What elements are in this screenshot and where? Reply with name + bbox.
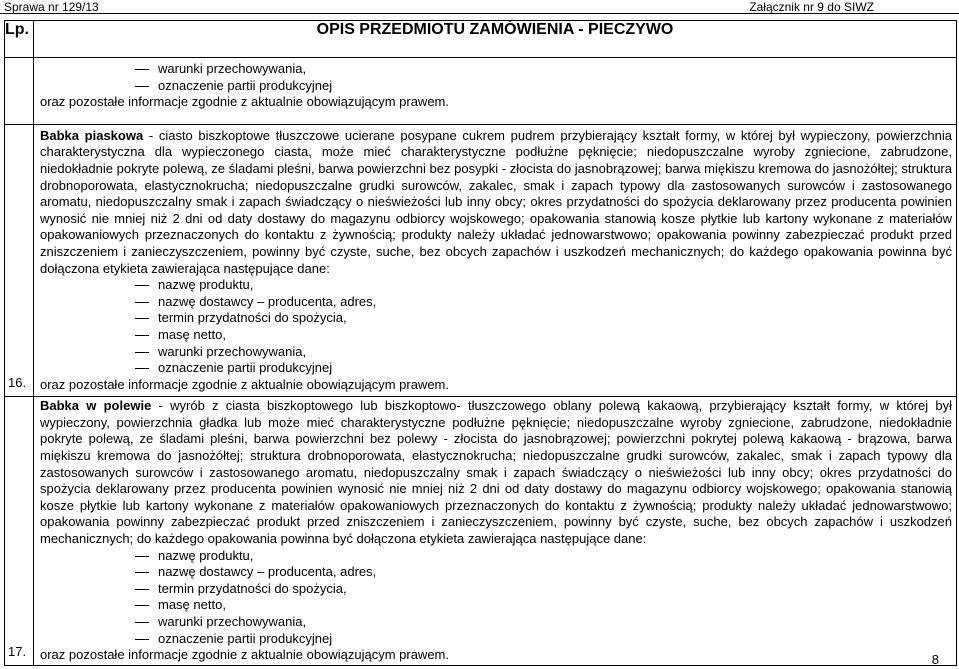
list-item: warunki przechowywania, bbox=[40, 614, 952, 631]
table-row-17 bbox=[5, 397, 957, 666]
row-number-empty bbox=[5, 58, 34, 125]
product-description bbox=[40, 128, 952, 277]
list-item: oznaczenie partii produkcyjnej bbox=[40, 360, 952, 377]
list-item: termin przydatności do spożycia, bbox=[40, 310, 952, 327]
closing-text: oraz pozostałe informacje zgodnie z aktualnie obowiązującym prawem. bbox=[40, 94, 449, 110]
product-name: Babka piaskowa bbox=[40, 127, 144, 143]
header-divider bbox=[0, 13, 959, 14]
list-item: masę netto, bbox=[40, 597, 952, 614]
list-item: masę netto, bbox=[40, 327, 952, 344]
row-number: 16. bbox=[5, 124, 34, 397]
list-item: warunki przechowywania, bbox=[40, 61, 952, 78]
list-item: oznaczenie partii produkcyjnej bbox=[40, 78, 952, 95]
list-item: warunki przechowywania, bbox=[40, 344, 952, 361]
list-item: nazwę produktu, bbox=[40, 548, 952, 565]
description-text: - wyrób z ciasta biszkoptowego lub biszkoptowo- tłuszczowego oblany polewą kakaową, przybierający kształt formy, w której był wypieczony, powierzchnia gładka lub może mieć charakterystyczne podłużne pęknięcie; niedopuszczalne wyroby zgniecione, zabrudzone, niedokładnie pokryte polewą, ze śladami pleśni, barwa powierzchni bez polewy - złocista do jasnobrązowej; powierzchni pokrytej polewą kakaową - brązowa, barwa miękiszu kremowa do jasnożółtej; struktura drobnoporowata, elastycznokrucha; niedopuszczalne grudki surowców, zakalec, smak i zapach typowy dla zastosowanych surowców i zastosowanego aromatu, niedopuszczalny smak i zapach świadczący o nieświeżości lub inny obcy; okres przydatności do spożycia deklarowany przez producenta powinien wynosić nie mniej niż 2 dni od daty dostawy do magazynu odbiorcy wojskowego; opakowania stanowią kosze płytkie lub kartony wykonane z materiałów opakowaniowych przeznaczonych do kontaktu z żywnością; produkty należy układać jednowarstwowo; opakowania powinny zabezpieczać produkt przed zniszczeniem i zanieczyszczeniem, powinny być czyste, suche, bez obcych zapachów i uszkodzeń mechanicznych; do każdego opakowania powinna być dołączona etykieta zawierająca następujące dane: bbox=[40, 398, 952, 547]
header-case-number: Sprawa nr 129/13 bbox=[4, 0, 99, 14]
list-item: termin przydatności do spożycia, bbox=[40, 581, 952, 598]
page-number: 8 bbox=[931, 652, 939, 667]
description-text: - ciasto biszkoptowe tłuszczowe ucierane posypane cukrem pudrem przybierający kształt formy, w której był wypieczony, powierzchnia charakterystyczna dla wypieczonego ciasta, może mieć charakterystyczne podłużne pęknięcie; niedopuszczalne wyroby zgniecione, zabrudzone, niedokładnie pokryte polewą, ze śladami pleśni, barwa powierzchni bez posypki - złocista do jasnobrązowej; barwa miękiszu kremowa do jasnożółtej; struktura drobnoporowata, elastycznokrucha; niedopuszczalne grudki surowców, zakalec, smak i zapach typowy dla zastosowanych surowców i zastosowanego aromatu, niedopuszczalny smak i zapach świadczący o nieświeżości lub inny obcy; okres przydatności do spożycia deklarowany przez producenta powinien wynosić nie mniej niż 2 dni od daty dostawy do magazynu odbiorcy wojskowego; opakowania stanowią kosze płytkie lub kartony wykonane z materiałów opakowaniowych przeznaczonych do kontaktu z żywnością; produkty należy układać jednowarstwowo; opakowania powinny zabezpieczać produkt przed zniszczeniem i zanieczyszczeniem, powinny być czyste, suche, bez obcych zapachów i uszkodzeń mechanicznych; do każdego opakowania powinna być dołączona etykieta zawierająca następujące dane: bbox=[40, 127, 952, 276]
column-header-lp: Lp. bbox=[5, 21, 34, 58]
row-content bbox=[34, 58, 957, 125]
row-content bbox=[34, 124, 957, 397]
spec-table bbox=[4, 20, 957, 666]
list-item: nazwę produktu, bbox=[40, 277, 952, 294]
closing-text: oraz pozostałe informacje zgodnie z aktualnie obowiązującym prawem. bbox=[40, 647, 449, 663]
list-item: oznaczenie partii produkcyjnej bbox=[40, 631, 952, 648]
table-title: OPIS PRZEDMIOTU ZAMÓWIENIA - PIECZYWO bbox=[34, 21, 957, 58]
product-description bbox=[40, 398, 952, 547]
table-row-continued bbox=[5, 58, 957, 125]
product-name: Babka w polewie bbox=[40, 398, 152, 414]
row-content bbox=[34, 397, 957, 666]
row-number: 17. bbox=[5, 397, 34, 666]
header-attachment: Załącznik nr 9 do SIWZ bbox=[749, 0, 874, 14]
table-row-16 bbox=[5, 124, 957, 397]
closing-text: oraz pozostałe informacje zgodnie z aktualnie obowiązującym prawem. bbox=[40, 376, 449, 392]
list-item: nazwę dostawcy – producenta, adres, bbox=[40, 564, 952, 581]
table-header-row bbox=[5, 21, 957, 58]
list-item: nazwę dostawcy – producenta, adres, bbox=[40, 294, 952, 311]
